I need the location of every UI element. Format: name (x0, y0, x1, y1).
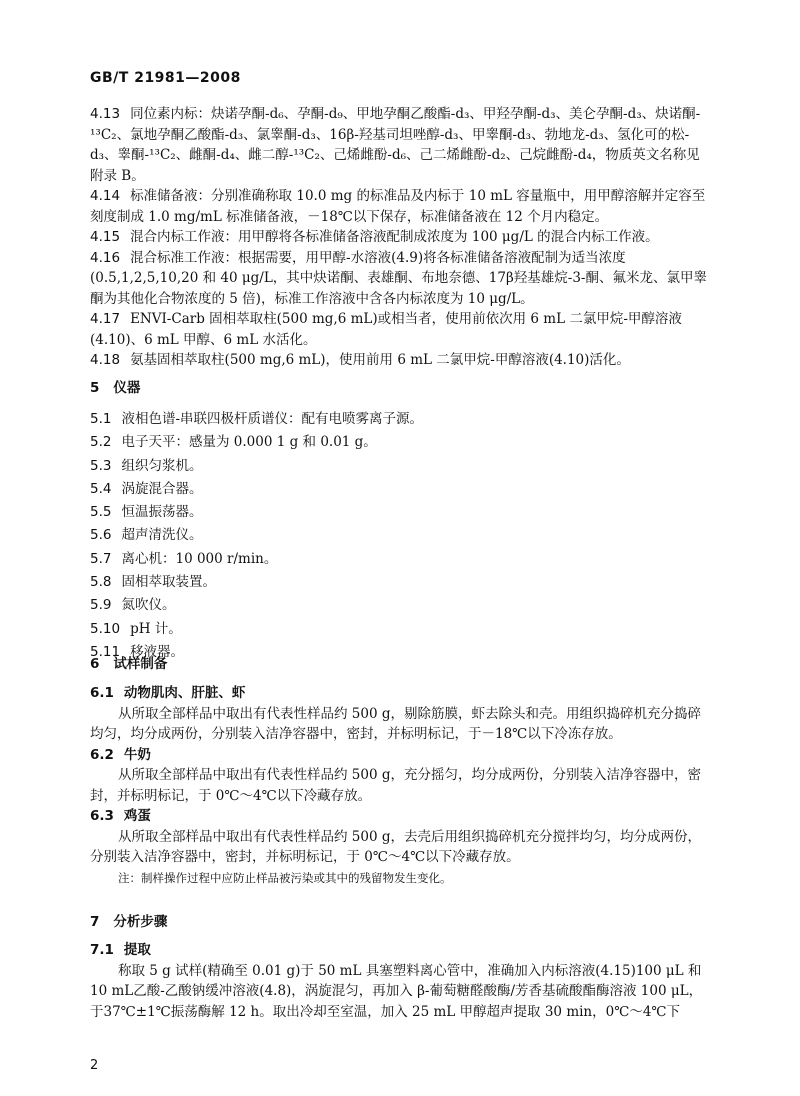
clause-5-5: 5.5 恒温振荡器。 (90, 504, 203, 521)
clause-4-13: 4.13 同位素内标：炔诺孕酮-d₆、孕酮-d₉、甲地孕酮乙酸酯-d₃、甲羟孕酮-d₃、美仑孕酮-d₃、炔诺酮-¹³C₂、氯地孕酮乙酸酯-d₃、氯睾酮-d₃、16β-羟基司坦唑醇-d₃、甲睾酮-d₃、勃地龙-d₃、氢化可的松-d₃、睾酮-¹³C₂、雌酮-d₄、雌二醇-¹³C₂、己烯雌酚-d₆、己二烯雌酚-d₂、己烷雌酚-d₄，物质英文名称见附录 B。 (90, 106, 701, 184)
clause-5-7: 5.7 离心机：10 000 r/min。 (90, 550, 278, 567)
clause-6-3-title: 6.3 鸡蛋 (90, 808, 151, 824)
clause-6-1-body: 从所取全部样品中取出有代表性样品约 500 g，剔除筋膜，虾去除头和壳。用组织捣碎机充分捣碎均匀，均分成两份，分别装入洁净容器中，密封，并标明标记，于－18℃以下冷冻存放。 (90, 705, 701, 742)
clause-5-11: 5.11 移液器。 (90, 643, 185, 660)
page-number: 2 (90, 1058, 99, 1073)
section-5-items (90, 408, 708, 664)
section-7-body (90, 940, 708, 1022)
clause-5-6: 5.6 超声清洗仪。 (90, 527, 203, 544)
clause-7-1-body: 称取 5 g 试样(精确至 0.01 g)于 50 mL 具塞塑料离心管中，准确加入内标溶液(4.15)100 μL 和 10 mL乙酸-乙酸钠缓冲溶液(4.8)，涡旋混匀，再加入 β-葡萄糖醛酸酶/芳香基硫酸酯酶溶液 100 μL，于37℃±1℃振荡酶解 12 h。取出冷却至室温，加入 25 mL 甲醇超声提取 30 min，0℃～4℃下 (90, 962, 703, 1020)
clause-5-9: 5.9 氮吹仪。 (90, 597, 176, 614)
clause-5-1: 5.1 液相色谱-串联四极杆质谱仪：配有电喷雾离子源。 (90, 411, 424, 427)
clause-4-16: 4.16 混合标准工作液：根据需要，用甲醇-水溶液(4.9)将各标准储备溶液配制为适当浓度(0.5,1,2,5,10,20 和 40 μg/L，其中炔诺酮、表雄酮、布地奈德、17β羟基雄烷-3-酮、氟米龙、氯甲睾酮为其他化合物浓度的 5 倍)，标准工作溶液中含各内标浓度为 10 μg/L。 (90, 249, 707, 307)
clause-4-15: 4.15 混合内标工作液：用甲醇将各标准储备溶液配制成浓度为 100 μg/L 的混合内标工作液。 (90, 229, 659, 245)
clause-5-4: 5.4 涡旋混合器。 (90, 480, 203, 497)
section-7-heading: 7 分析步骤 (90, 914, 168, 930)
clause-5-8: 5.8 固相萃取装置。 (90, 574, 216, 591)
clause-7-1-title: 7.1 提取 (90, 942, 151, 958)
clause-6-2-body: 从所取全部样品中取出有代表性样品约 500 g，充分摇匀，均分成两份，分别装入洁净容器中，密封，并标明标记，于 0℃～4℃以下冷藏存放。 (90, 767, 701, 804)
section-6-heading: 6 试样制备 (90, 656, 168, 672)
clause-5-2: 5.2 电子天平：感量为 0.000 1 g 和 0.01 g。 (90, 434, 377, 451)
section-4-items (90, 104, 708, 371)
section-6-body (90, 683, 708, 888)
clause-6-3-body: 从所取全部样品中取出有代表性样品约 500 g，去壳后用组织捣碎机充分搅拌均匀，均分成两份，分别装入洁净容器中，密封，并标明标记，于 0℃～4℃以下冷藏存放。 (90, 828, 701, 865)
clause-6-1-title: 6.1 动物肌肉、肝脏、虾 (90, 685, 246, 701)
clause-4-18: 4.18 氨基固相萃取柱(500 mg,6 mL)，使用前用 6 mL 二氯甲烷-甲醇溶液(4.10)活化。 (90, 352, 630, 368)
section-5-heading: 5 仪器 (90, 380, 141, 396)
clause-5-3: 5.3 组织匀浆机。 (90, 457, 203, 474)
clause-4-14: 4.14 标准储备液：分别准确称取 10.0 mg 的标准品及内标于 10 mL 容量瓶中，用甲醇溶解并定容至刻度制成 1.0 mg/mL 标准储备液，－18℃以下保存，标准储备液在 12 个月内稳定。 (90, 188, 706, 225)
clause-5-10: 5.10 pH 计。 (90, 620, 182, 637)
clause-4-17: 4.17 ENVI-Carb 固相萃取柱(500 mg,6 mL)或相当者，使用前依次用 6 mL 二氯甲烷-甲醇溶液(4.10)、6 mL 甲醇、6 mL 水活化。 (90, 311, 682, 348)
clause-6-2-title: 6.2 牛奶 (90, 746, 151, 763)
note: 注：制样操作过程中应防止样品被污染或其中的残留物发生变化。 (118, 870, 452, 885)
standard-number-header: GB/T 21981—2008 (90, 70, 241, 86)
